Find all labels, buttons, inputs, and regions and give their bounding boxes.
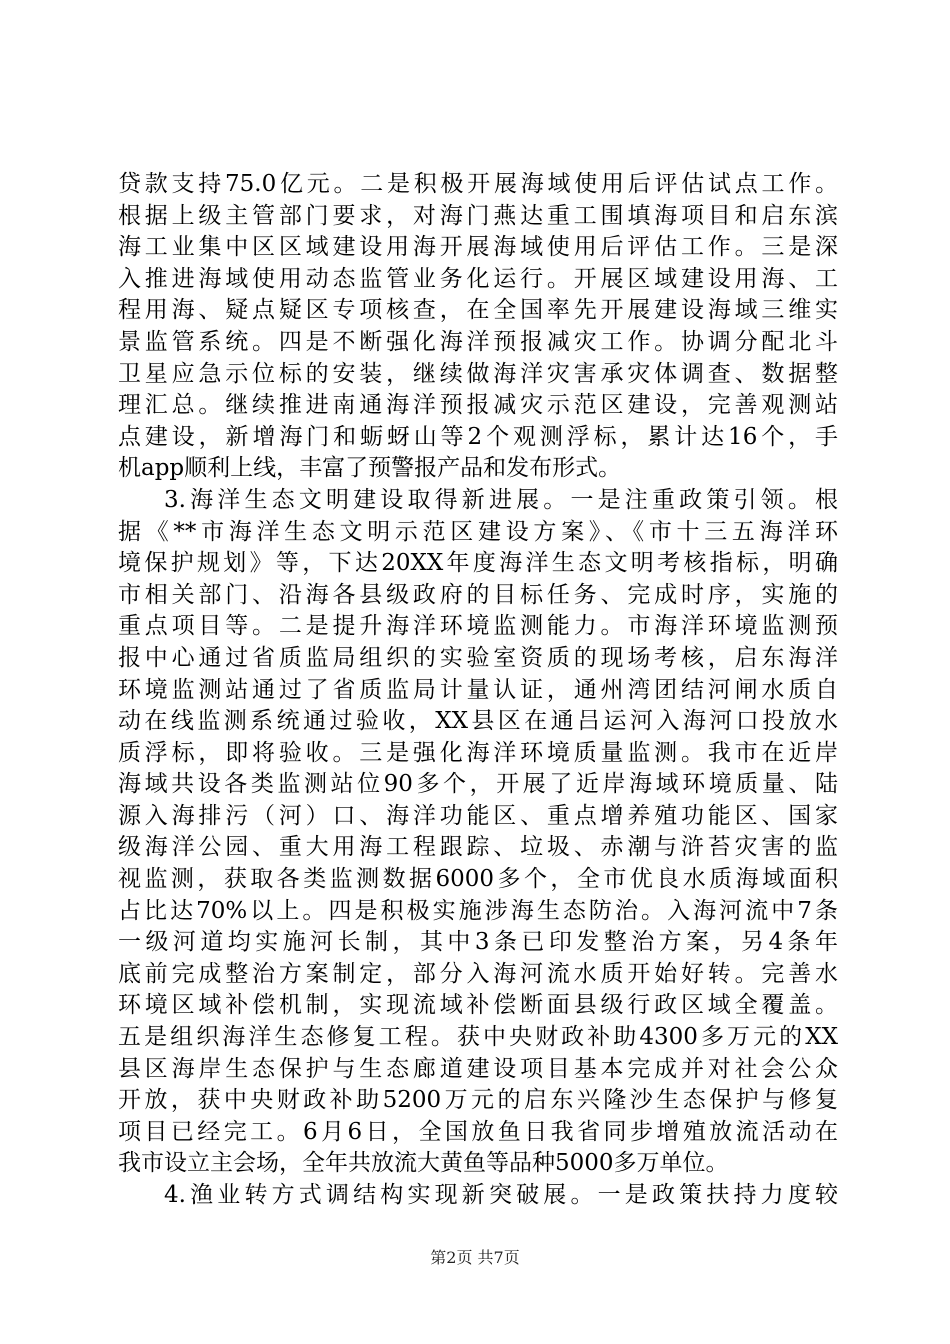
page-footer: 第2页 共7页 — [430, 1248, 520, 1267]
text-line: 环境区域补偿机制，实现流域补偿断面县级行政区域全覆盖。 — [118, 992, 838, 1019]
text-line: 根据上级主管部门要求，对海门燕达重工围填海项目和启东滨 — [118, 202, 838, 229]
section-heading-line: 4.渔业转方式调结构实现新突破展。一是政策扶持力度较 — [164, 1182, 838, 1208]
text-line: 视监测，获取各类监测数据6000多个，全市优良水质海域面积 — [118, 866, 838, 893]
text-line: 境保护规划》等，下达20XX年度海洋生态文明考核指标，明确 — [118, 550, 838, 577]
text-line: 环境监测站通过了省质监局计量认证，通州湾团结河闸水质自 — [118, 676, 838, 703]
text-line: 报中心通过省质监局组织的实验室资质的现场考核，启东海洋 — [118, 644, 838, 671]
text-line: 海工业集中区区域建设用海开展海域使用后评估工作。三是深 — [118, 234, 838, 261]
text-line: 理汇总。继续推进南通海洋预报减灾示范区建设，完善观测站 — [118, 392, 838, 419]
text-line: 开放，获中央财政补助5200万元的启东兴隆沙生态保护与修复 — [118, 1087, 838, 1114]
text-line: 据《**市海洋生态文明示范区建设方案》、《市十三五海洋环 — [118, 518, 838, 545]
text-line: 县区海岸生态保护与生态廊道建设项目基本完成并对社会公众 — [118, 1055, 838, 1082]
text-line: 质浮标，即将验收。三是强化海洋环境质量监测。我市在近岸 — [118, 739, 838, 766]
text-line: 源入海排污（河）口、海洋功能区、重点增养殖功能区、国家 — [118, 802, 838, 829]
text-line: 占比达70%以上。四是积极实施涉海生态防治。入海河流中7条 — [118, 897, 838, 924]
text-line: 项目已经完工。6月6日，全国放鱼日我省同步增殖放流活动在 — [118, 1118, 838, 1145]
text-line: 卫星应急示位标的安装，继续做海洋灾害承灾体调查、数据整 — [118, 360, 838, 387]
text-line: 机app顺利上线，丰富了预警报产品和发布形式。 — [118, 455, 622, 482]
text-line: 海域共设各类监测站位90多个，开展了近岸海域环境质量、陆 — [118, 771, 838, 798]
text-line: 五是组织海洋生态修复工程。获中央财政补助4300多万元的XX — [118, 1024, 838, 1051]
text-line: 程用海、疑点疑区专项核查，在全国率先开展建设海域三维实 — [118, 297, 838, 324]
text-line: 级海洋公园、重大用海工程跟踪、垃圾、赤潮与浒苔灾害的监 — [118, 834, 838, 861]
text-line: 市相关部门、沿海各县级政府的目标任务、完成时序，实施的 — [118, 581, 838, 608]
text-line: 我市设立主会场，全年共放流大黄鱼等品种5000多万单位。 — [118, 1150, 729, 1177]
text-line: 底前完成整治方案制定，部分入海河流水质开始好转。完善水 — [118, 960, 838, 987]
text-line: 动在线监测系统通过验收，XX县区在通吕运河入海河口投放水 — [118, 708, 838, 735]
section-heading-line: 3.海洋生态文明建设取得新进展。一是注重政策引领。根 — [164, 486, 838, 513]
text-line: 重点项目等。二是提升海洋环境监测能力。市海洋环境监测预 — [118, 613, 838, 640]
body-text — [118, 169, 838, 1212]
text-line: 景监管系统。四是不断强化海洋预报减灾工作。协调分配北斗 — [118, 328, 838, 355]
text-line: 入推进海域使用动态监管业务化运行。开展区域建设用海、工 — [118, 265, 838, 292]
text-line: 点建设，新增海门和蛎蚜山等2个观测浮标，累计达16个，手 — [118, 423, 838, 450]
text-line: 贷款支持75.0亿元。二是积极开展海域使用后评估试点工作。 — [118, 171, 838, 197]
text-line: 一级河道均实施河长制，其中3条已印发整治方案，另4条年 — [118, 929, 838, 956]
